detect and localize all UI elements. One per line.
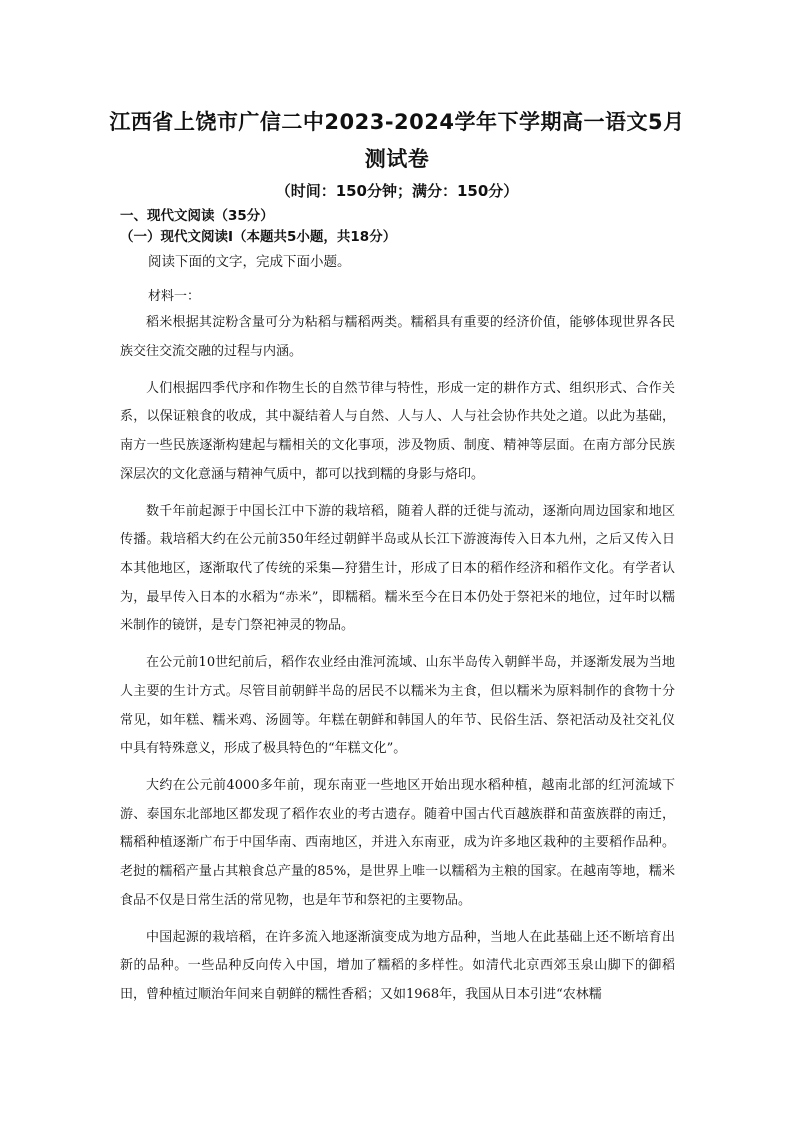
instruction-text: 阅读下面的文字，完成下面小题。 [148,254,351,270]
paragraph-4: 在公元前10世纪前后，稻作农业经由淮河流域、山东半岛传入朝鲜半岛，并逐渐发展为当地人主要的生计方式。尽管目前朝鲜半岛的居民不以糯米为主食，但以糯米为原料制作的食物十分常见，如年糕、糯米鸡、汤圆等。年糕在朝鲜和韩国人的年节、民俗生活、祭祀活动及社交礼仪中具有特殊意义，形成了极具特色的“年糕文化”。 [120,655,675,757]
section-heading: 一、现代文阅读（35分） [120,208,274,224]
paragraph-6: 中国起源的栽培稻，在许多流入地逐渐演变成为地方品种，当地人在此基础上还不断培育出新的品种。一些品种反向传入中国，增加了糯稻的多样性。如清代北京西郊玉泉山脚下的御稻田，曾种植过顺治年间来自朝鲜的糯性香稻；又如1968年，我国从日本引进“农林糯 [120,929,675,1003]
paragraph-2: 人们根据四季代序和作物生长的自然节律与特性，形成一定的耕作方式、组织形式、合作关系，以保证粮食的收成，其中凝结着人与自然、人与人、人与社会协作共处之道。以此为基础，南方一些民族逐渐构建起与糯相关的文化事项，涉及物质、制度、精神等层面。在南方部分民族深层次的文化意涵与精神气质中，都可以找到糯的身影与烙印。 [120,380,675,482]
subsection-heading: （一）现代文阅读Ⅰ（本题共5小题，共18分） [120,229,397,245]
document-title-line1: 江西省上饶市广信二中2023-2024学年下学期高一语文5月 [109,110,685,134]
passage-body [120,309,675,1018]
paragraph-3: 数千年前起源于中国长江中下游的栽培稻，随着人群的迁徙与流动，逐渐向周边国家和地区传播。栽培稻大约在公元前350年经过朝鲜半岛或从长江下游渡海传入日本九州，之后又传入日本其他地区，逐渐取代了传统的采集—狩猎生计，形成了日本的稻作经济和稻作文化。有学者认为，最早传入日本的水稻为“赤米”，即糯稻。糯米至今在日本仍处于祭祀米的地位，过年时以糯米制作的镜饼，是专门祭祀神灵的物品。 [120,503,675,634]
paragraph-5: 大约在公元前4000多年前，现东南亚一些地区开始出现水稻种植，越南北部的红河流域下游、泰国东北部地区都发现了稻作农业的考古遗存。随着中国古代百越族群和苗蛮族群的南迁，糯稻种植逐渐广布于中国华南、西南地区，并进入东南亚，成为许多地区栽种的主要稻作品种。老挝的糯稻产量占其粮食总产量的85%，是世界上唯一以糯稻为主粮的国家。在越南等地，糯米食品不仅是日常生活的常见物，也是年节和祭祀的主要物品。 [120,778,675,908]
material-label: 材料一： [148,289,201,304]
document-title-line2: 测试卷 [364,147,430,171]
exam-meta: （时间：150分钟；满分：150分） [275,182,519,200]
paragraph-1: 稻米根据其淀粉含量可分为粘稻与糯稻两类。糯稻具有重要的经济价值，能够体现世界各民族交往交流交融的过程与内涵。 [120,315,675,359]
